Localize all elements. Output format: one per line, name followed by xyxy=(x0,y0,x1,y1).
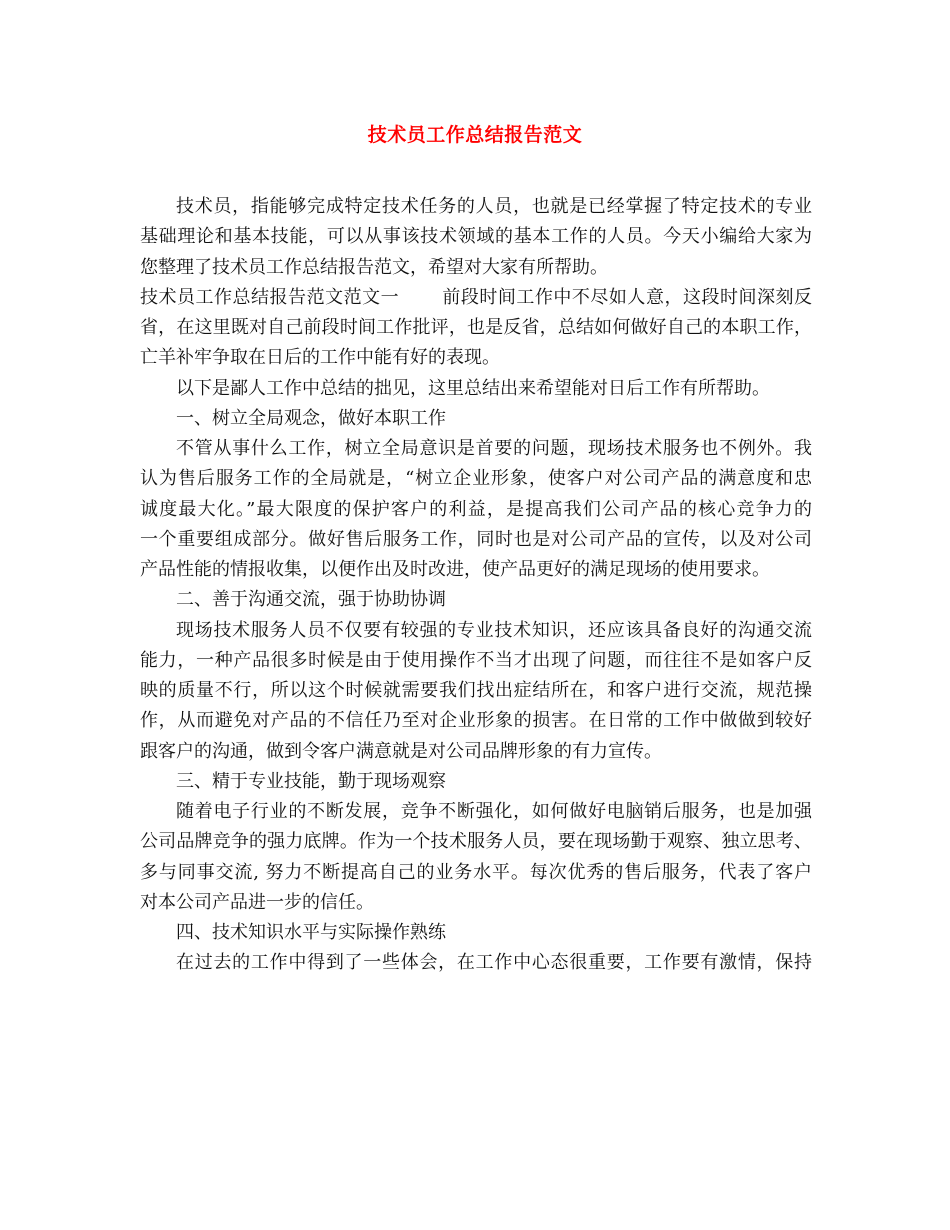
document-body xyxy=(140,192,812,979)
body-line: 对本公司产品进一步的信任。 xyxy=(140,891,374,913)
body-line: 一个重要组成部分。做好售后服务工作，同时也是对公司产品的宣传，以及对公司 xyxy=(140,528,812,550)
body-line: 四、技术知识水平与实际操作熟练 xyxy=(176,922,446,943)
body-line: 产品性能的情报收集，以便作出及时改进，使产品更好的满足现场的使用要求。 xyxy=(140,559,770,580)
body-line: 技术员工作总结报告范文范文一 前段时间工作中不尽如人意，这段时间深刻反 xyxy=(140,286,812,308)
body-line: 以下是鄙人工作中总结的拙见，这里总结出来希望能对日后工作有所帮助。 xyxy=(176,377,770,399)
body-line: 能力，一种产品很多时候是由于使用操作不当才出现了问题，而往往不是如客户反 xyxy=(140,649,812,671)
body-line: 一、树立全局观念，做好本职工作 xyxy=(176,407,446,429)
body-line: 现场技术服务人员不仅要有较强的专业技术知识，还应该具备良好的沟通交流 xyxy=(176,619,812,641)
body-line: 跟客户的沟通，做到令客户满意就是对公司品牌形象的有力宣传。 xyxy=(140,740,662,762)
body-line: 二、善于沟通交流，强于协助协调 xyxy=(176,589,446,611)
body-line: 映的质量不行，所以这个时候就需要我们找出症结所在，和客户进行交流，规范操 xyxy=(140,680,812,701)
body-line: 认为售后服务工作的全局就是，“树立企业形象，使客户对公司产品的满意度和忠 xyxy=(140,468,812,490)
document-title: 技术员工作总结报告范文 xyxy=(367,124,583,146)
body-line: 在过去的工作中得到了一些体会，在工作中心态很重要，工作要有激情，保持 xyxy=(176,952,812,974)
body-line: 多与同事交流, 努力不断提高自己的业务水平。每次优秀的售后服务，代表了客户 xyxy=(140,861,812,883)
body-line: 省，在这里既对自己前段时间工作批评，也是反省，总结如何做好自己的本职工作， xyxy=(140,317,812,338)
body-line: 基础理论和基本技能，可以从事该技术领域的基本工作的人员。今天小编给大家为 xyxy=(140,226,812,248)
body-line: 您整理了技术员工作总结报告范文，希望对大家有所帮助。 xyxy=(140,256,608,278)
body-line: 随着电子行业的不断发展，竞争不断强化，如何做好电脑销后服务，也是加强 xyxy=(176,801,812,822)
body-line: 三、精于专业技能，勤于现场观察 xyxy=(176,770,446,792)
body-line: 技术员，指能够完成特定技术任务的人员，也就是已经掌握了特定技术的专业 xyxy=(176,196,812,217)
body-line: 亡羊补牢争取在日后的工作中能有好的表现。 xyxy=(140,347,500,369)
body-line: 不管从事什么工作，树立全局意识是首要的问题，现场技术服务也不例外。我 xyxy=(176,438,812,459)
body-line: 公司品牌竞争的强力底牌。作为一个技术服务人员，要在现场勤于观察、独立思考、 xyxy=(140,831,812,853)
body-line: 作，从而避免对产品的不信任乃至对企业形象的损害。在日常的工作中做做到较好 xyxy=(140,710,812,732)
body-line: 诚度最大化。”最大限度的保护客户的利益，是提高我们公司产品的核心竞争力的 xyxy=(140,498,812,520)
